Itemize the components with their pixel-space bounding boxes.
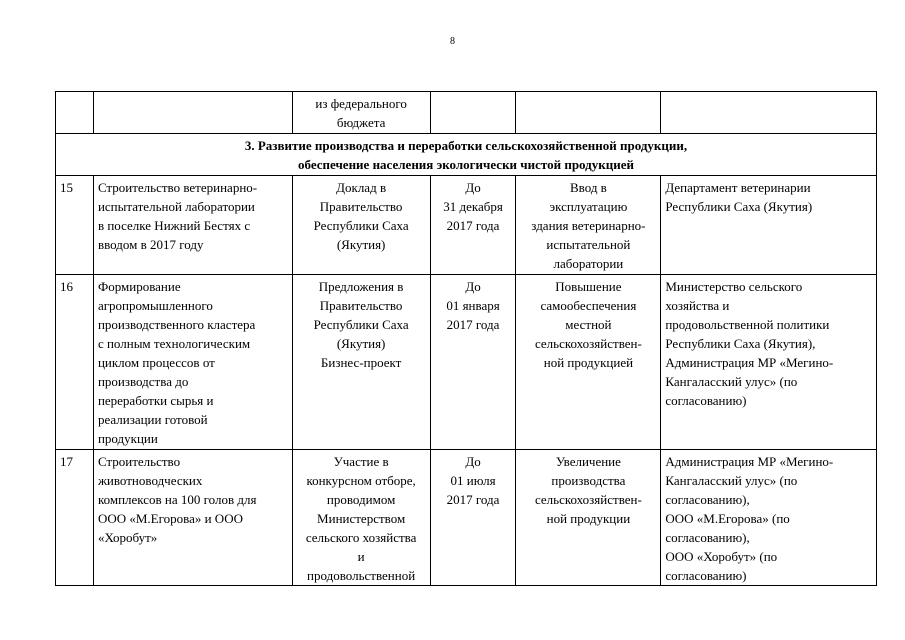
cell-num: [56, 92, 94, 134]
measures-table: [55, 91, 877, 586]
cell-deadline: До 01 января 2017 года: [430, 275, 516, 450]
cell-responsible: [661, 92, 877, 134]
cell-result: Повышение самообеспечения местной сельскохозяйствен- ной продукцией: [516, 275, 661, 450]
cell-responsible: Министерство сельского хозяйства и продовольственной политики Республики Саха (Якутия), Администрация МР «Мегино- Кангаласский улус» (по согласованию): [661, 275, 877, 450]
table-row: [56, 176, 877, 275]
cell-responsible: Департамент ветеринарии Республики Саха (Якутия): [661, 176, 877, 275]
cell-num: 15: [56, 176, 94, 275]
table-row-continued: [56, 92, 877, 134]
cell-num: 17: [56, 450, 94, 586]
table-row: [56, 275, 877, 450]
cell-name: Формирование агропромышленного производственного кластера с полным технологическим циклом процессов от производства до переработки сырья и реализации готовой продукции: [93, 275, 292, 450]
cell-result: Увеличение производства сельскохозяйствен- ной продукции: [516, 450, 661, 586]
section-title: 3. Развитие производства и переработки сельскохозяйственной продукции, обеспечение населения экологически чистой продукцией: [56, 134, 877, 176]
cell-num: 16: [56, 275, 94, 450]
cell-name: [93, 92, 292, 134]
section-header-row: [56, 134, 877, 176]
cell-responsible: Администрация МР «Мегино- Кангаласский улус» (по согласованию), ООО «М.Егорова» (по согласованию), ООО «Хоробут» (по согласованию): [661, 450, 877, 586]
cell-deadline: До 01 июля 2017 года: [430, 450, 516, 586]
page-number: 8: [450, 36, 455, 47]
table-row: [56, 450, 877, 586]
cell-result: Ввод в эксплуатацию здания ветеринарно- испытательной лаборатории: [516, 176, 661, 275]
cell-deadline: [430, 92, 516, 134]
cell-name: Строительство ветеринарно- испытательной лаборатории в поселке Нижний Бестях с вводом в 2017 году: [93, 176, 292, 275]
cell-form: из федерального бюджета: [292, 92, 430, 134]
cell-result: [516, 92, 661, 134]
cell-form: Участие в конкурсном отборе, проводимом Министерством сельского хозяйства и продовольственной: [292, 450, 430, 586]
cell-form: Доклад в Правительство Республики Саха (Якутия): [292, 176, 430, 275]
cell-form: Предложения в Правительство Республики Саха (Якутия) Бизнес-проект: [292, 275, 430, 450]
cell-name: Строительство животноводческих комплексов на 100 голов для ООО «М.Егорова» и ООО «Хоробут»: [93, 450, 292, 586]
cell-deadline: До 31 декабря 2017 года: [430, 176, 516, 275]
